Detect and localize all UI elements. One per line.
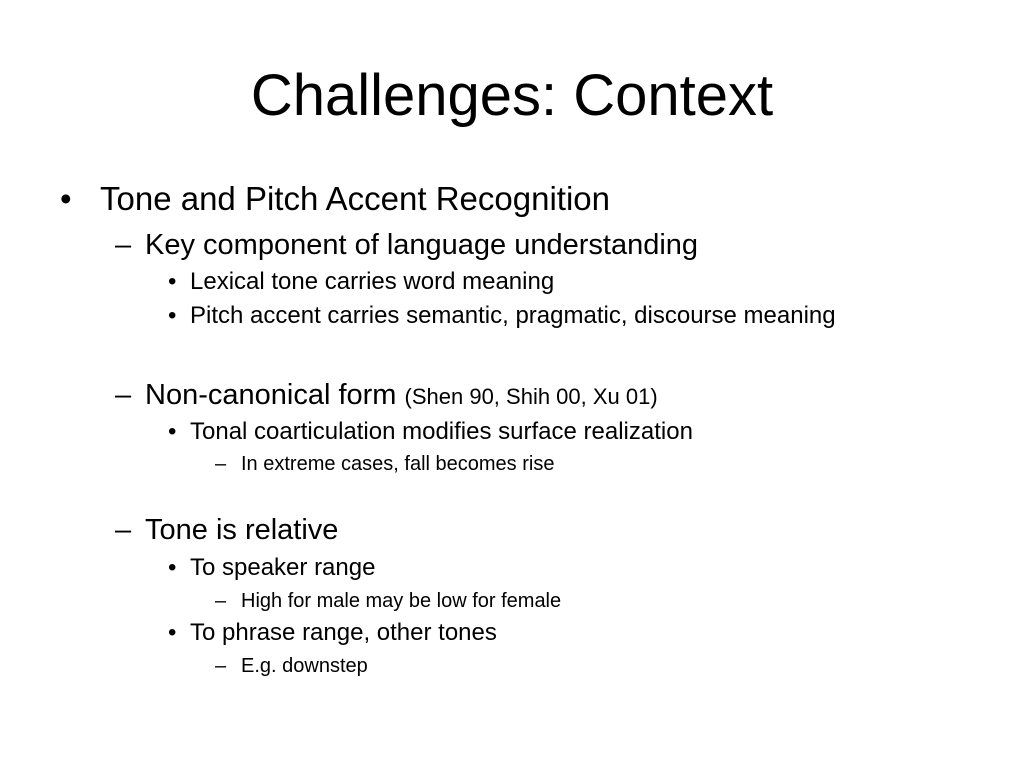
bullet-marker: •: [168, 619, 177, 646]
level4-text: In extreme cases, fall becomes rise: [241, 453, 555, 475]
sub-bullet-text: Key component of language understanding: [145, 229, 699, 261]
sub-sub-bullet-text: Pitch accent carries semantic, pragmatic, discourse meaning: [190, 302, 836, 329]
sub-sub-bullet-text: Lexical tone carries word meaning: [190, 268, 555, 295]
sub-bullet-text: Non-canonical form: [145, 379, 397, 411]
sub-sub-bullet-text: Tonal coarticulation modifies surface realization: [190, 418, 693, 445]
sub-sub-bullet-text: To phrase range, other tones: [190, 619, 497, 646]
bullet-marker: •: [168, 268, 177, 295]
dash-marker: –: [115, 379, 132, 411]
dash-marker: –: [115, 514, 132, 546]
slide-title: Challenges: Context: [250, 63, 774, 128]
bullet-text: Tone and Pitch Accent Recognition: [100, 180, 611, 217]
sub-sub-bullet-text: To speaker range: [190, 554, 376, 581]
sub-bullet-text: Tone is relative: [145, 514, 339, 546]
bullet-marker: •: [168, 418, 177, 445]
dash-marker: –: [215, 453, 227, 475]
dash-marker: –: [215, 590, 227, 612]
bullet-marker: •: [168, 554, 177, 581]
bullet-marker: •: [168, 302, 177, 329]
dash-marker: –: [115, 229, 132, 261]
bullet-marker: •: [60, 180, 72, 217]
citation-text: (Shen 90, Shih 00, Xu 01): [404, 384, 658, 409]
dash-marker: –: [215, 655, 227, 677]
level4-text: E.g. downstep: [241, 655, 368, 677]
level4-text: High for male may be low for female: [241, 590, 562, 612]
